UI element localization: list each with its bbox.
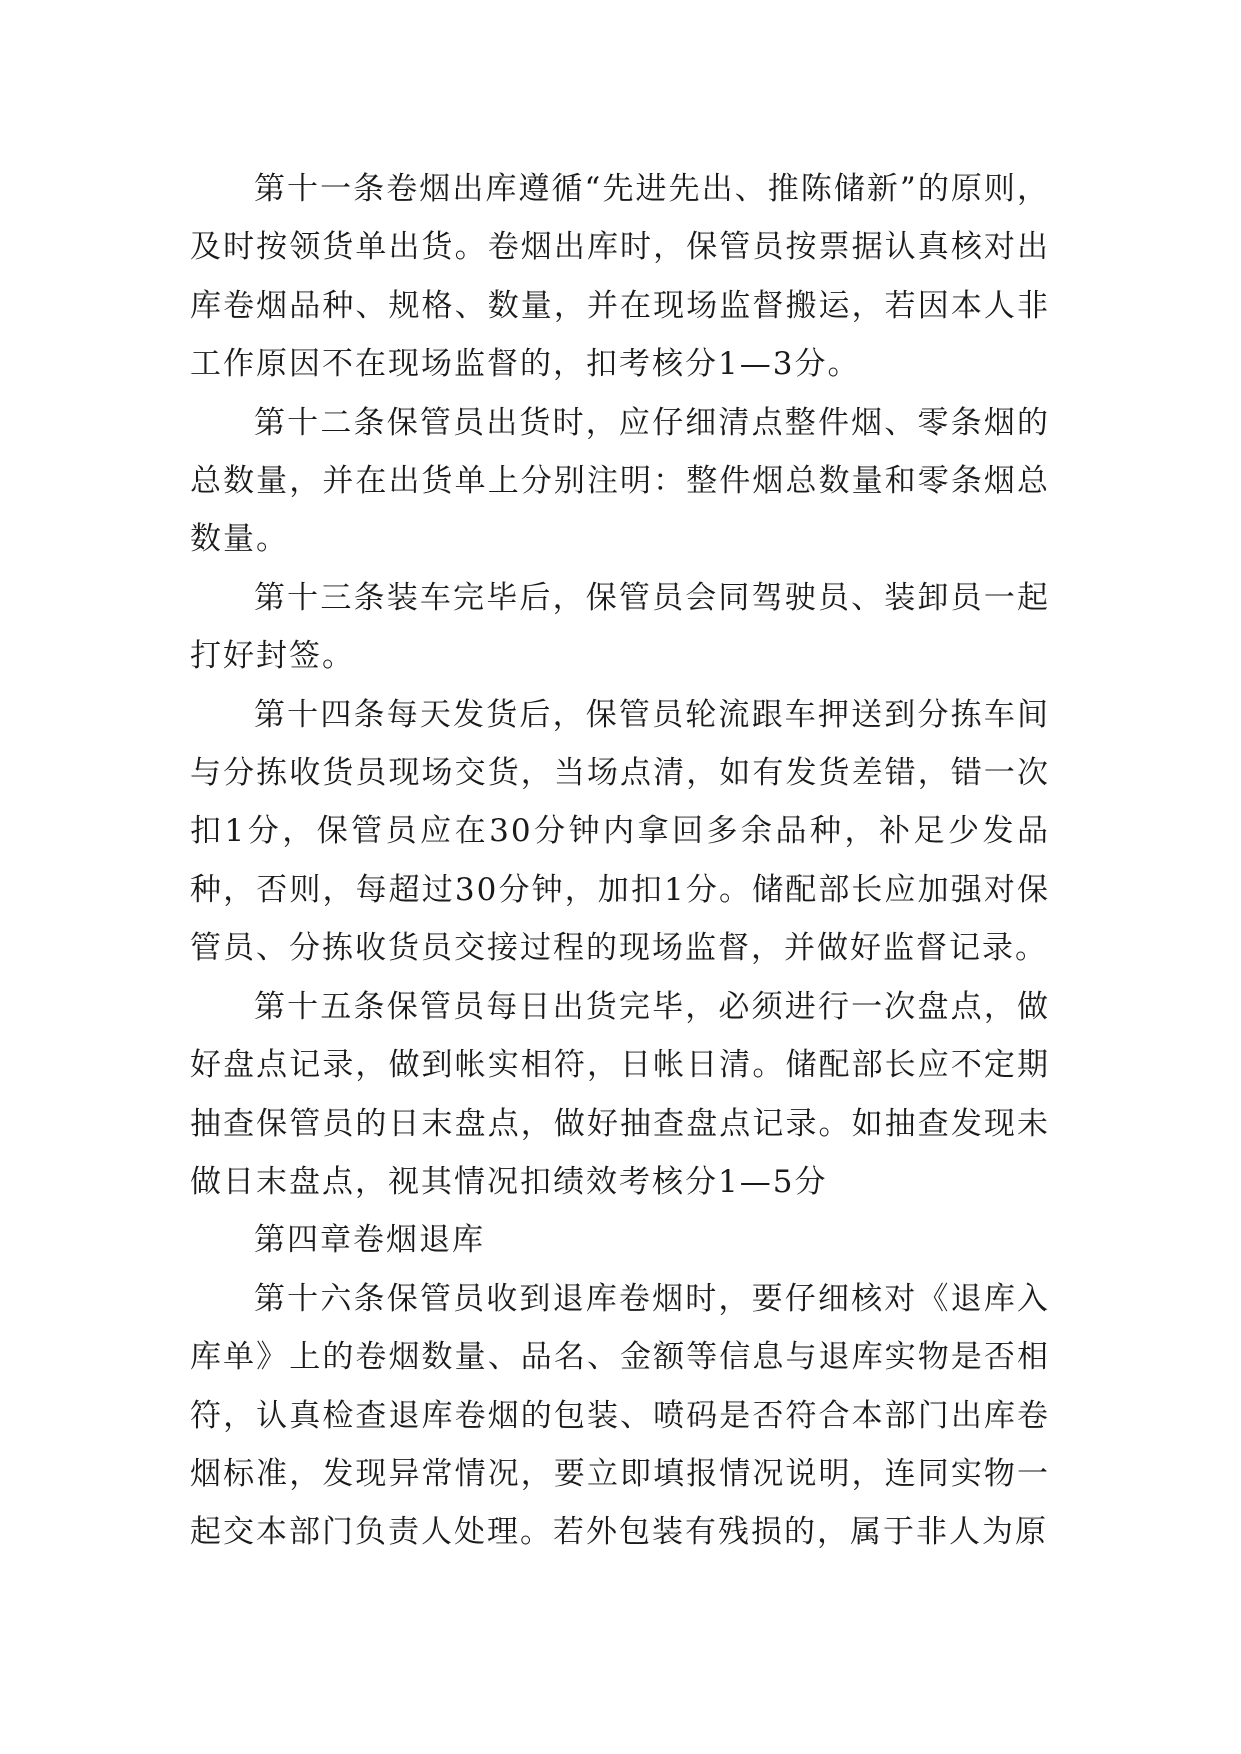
article-12-paragraph: 第十二条保管员出货时，应仔细清点整件烟、零条烟的总数量，并在出货单上分别注明：整件烟总数量和零条烟总数量。 <box>190 404 1050 558</box>
article-11-paragraph: 第十一条卷烟出库遵循“先进先出、推陈储新”的原则，及时按领货单出货。卷烟出库时，保管员按票据认真核对出库卷烟品种、规格、数量，并在现场监督搬运，若因本人非工作原因不在现场监督的，扣考核分1—3分。 <box>190 171 1050 383</box>
chapter-4-heading: 第四章卷烟退库 <box>254 1222 485 1259</box>
article-14-paragraph: 第十四条每天发货后，保管员轮流跟车押送到分拣车间与分拣收货员现场交货，当场点清，如有发货差错，错一次扣1分，保管员应在30分钟内拿回多余品种，补足少发品种，否则，每超过30分钟，加扣1分。储配部长应加强对保管员、分拣收货员交接过程的现场监督，并做好监督记录。 <box>190 696 1050 967</box>
article-13-paragraph: 第十三条装车完毕后，保管员会同驾驶员、装卸员一起打好封签。 <box>190 579 1050 675</box>
document-body <box>190 160 1050 1562</box>
article-15-paragraph: 第十五条保管员每日出货完毕，必须进行一次盘点，做好盘点记录，做到帐实相符，日帐日清。储配部长应不定期抽查保管员的日末盘点，做好抽查盘点记录。如抽查发现未做日末盘点，视其情况扣绩效考核分1—5分 <box>190 988 1050 1200</box>
article-16-paragraph: 第十六条保管员收到退库卷烟时，要仔细核对《退库入库单》上的卷烟数量、品名、金额等信息与退库实物是否相符，认真检查退库卷烟的包装、喷码是否符合本部门出库卷烟标准，发现异常情况，要立即填报情况说明，连同实物一起交本部门负责人处理。若外包装有残损的，属于非人为原 <box>190 1280 1050 1551</box>
